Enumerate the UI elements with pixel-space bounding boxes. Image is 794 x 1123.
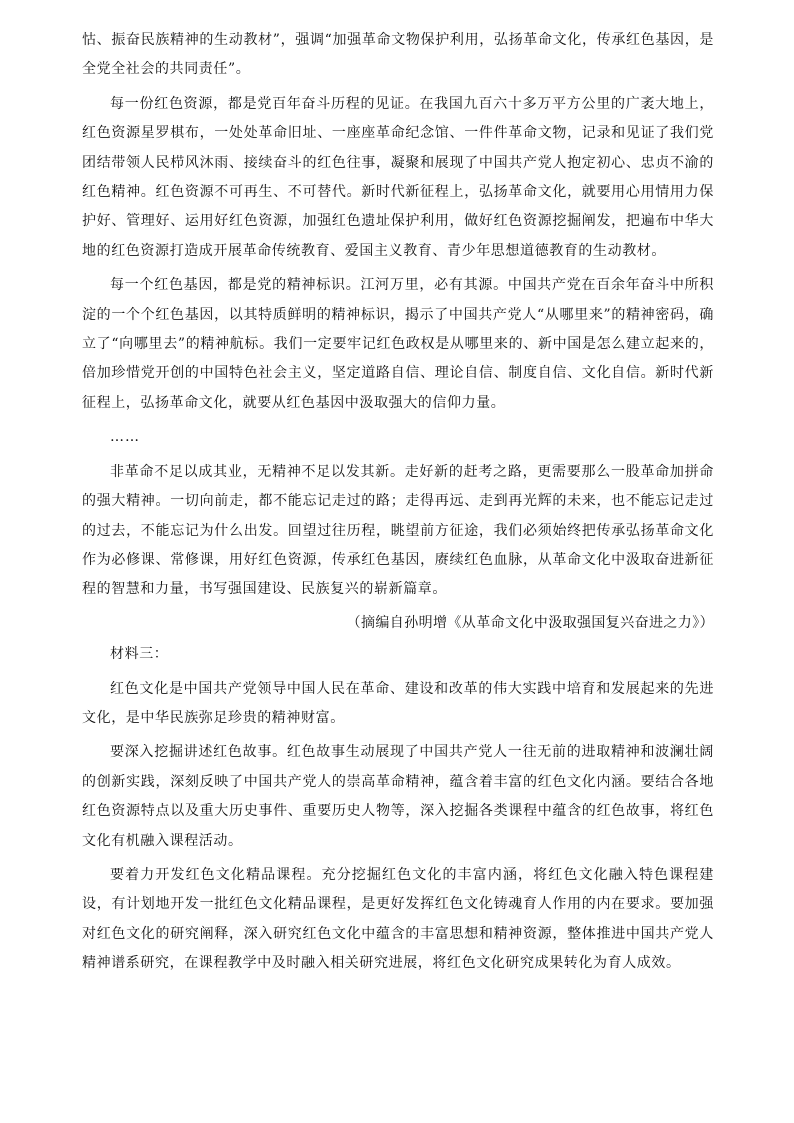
paragraph-red-resources: 每一份红色资源，都是党百年奋斗历程的见证。在我国九百六十多万平方公里的广袤大地上，红色资源星罗棋布，一处处革命旧址、一座座革命纪念馆、一件件革命文物，记录和见证了我们党团结带领人民栉风沐雨、接续奋斗的红色往事，凝聚和展现了中国共产党人抱定初心、忠贞不渝的红色精神。红色资源不可再生、不可替代。新时代新征程上，弘扬革命文化，就要用心用情用力保护好、管理好、运用好红色资源，加强红色遗址保护利用，做好红色资源挖掘阐发，把遍布中华大地的红色资源打造成开展革命传统教育、爱国主义教育、青少年思想道德教育的生动教材。 bbox=[82, 95, 714, 259]
ellipsis-marker: …… bbox=[110, 429, 140, 446]
source-citation: （摘编自孙明增《从革命文化中汲取强国复兴奋进之力》） bbox=[346, 614, 714, 631]
paragraph-revolutionary-spirit: 非革命不足以成其业，无精神不足以发其新。走好新的赶考之路，更需要那么一股革命加拼命的强大精神。一切向前走，都不能忘记走过的路；走得再远、走到再光辉的未来，也不能忘记走过的过去，不能忘记为什么出发。回望过往历程，眺望前方征途，我们必须始终把传承弘扬革命文化作为必修课、常修课，用好红色资源，传承红色基因，赓续红色血脉，从革命文化中汲取奋进新征程的智慧和力量，书写强国建设、民族复兴的崭新篇章。 bbox=[82, 463, 714, 598]
paragraph-red-genes: 每一个红色基因，都是党的精神标识。江河万里，必有其源。中国共产党在百余年奋斗中所积淀的一个个红色基因，以其特质鲜明的精神标识，揭示了中国共产党人“从哪里来”的精神密码，确立了“向哪里去”的精神航标。我们一定要牢记红色政权是从哪里来的、新中国是怎么建立起来的，倍加珍惜党开创的中国特色社会主义，坚定道路自信、理论自信、制度自信、文化自信。新时代新征程上，弘扬革命文化，就要从红色基因中汲取强大的信仰力量。 bbox=[82, 277, 714, 411]
paragraph-red-courses: 要着力开发红色文化精品课程。充分挖掘红色文化的丰富内涵，将红色文化融入特色课程建设，有计划地开发一批红色文化精品课程，是更好发挥红色文化铸魂育人作用的内在要求。要加强对红色文化的研究阐释，深入研究红色文化中蕴含的丰富思想和精神资源，整体推进中国共产党人精神谱系研究，在课程教学中及时融入相关研究进展，将红色文化研究成果转化为育人成效。 bbox=[82, 866, 714, 972]
paragraph-red-stories: 要深入挖掘讲述红色故事。红色故事生动展现了中国共产党人一往无前的进取精神和波澜壮阔的创新实践，深刻反映了中国共产党人的崇高革命精神，蕴含着丰富的红色文化内涵。要结合各地红色资源特点以及重大历史事件、重要历史人物等，深入挖掘各类课程中蕴含的红色故事，将红色文化有机融入课程活动。 bbox=[82, 744, 714, 849]
paragraph-continuation: 怙、振奋民族精神的生动教材”，强调“加强革命文物保护利用，弘扬革命文化，传承红色基因，是全党全社会的共同责任”。 bbox=[82, 32, 714, 78]
paragraph-red-culture-definition: 红色文化是中国共产党领导中国人民在革命、建设和改革的伟大实践中培育和发展起来的先进文化，是中华民族弥足珍贵的精神财富。 bbox=[82, 680, 714, 726]
material-three-heading: 材料三： bbox=[110, 646, 169, 663]
